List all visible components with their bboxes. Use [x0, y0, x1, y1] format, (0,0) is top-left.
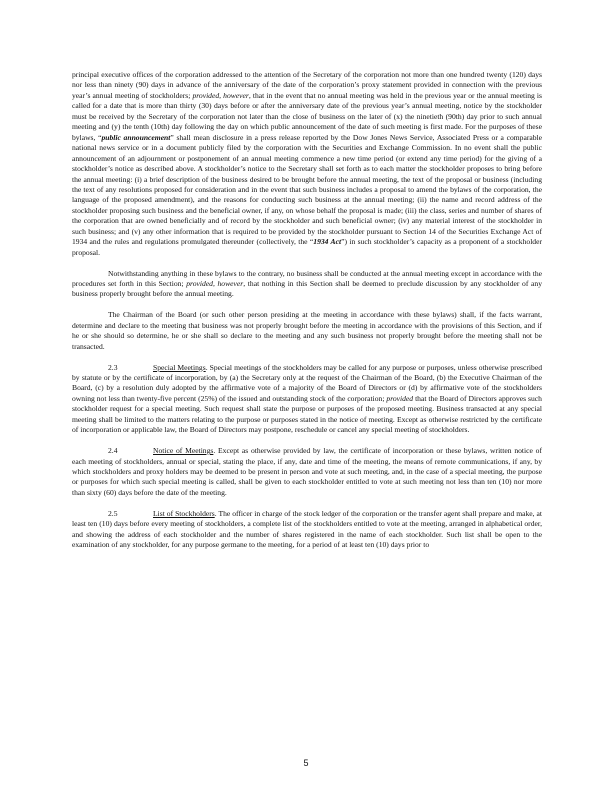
- italic-term: provided, however: [186, 279, 244, 288]
- italic-term: provided: [386, 393, 414, 403]
- text-run: ” shall mean disclosure in a press release reported by the Dow Jones News Service, Associated Press or a comparable national news service or in a document publicly filed by the corporation with the Securities and Exchange Commission. In no event shall the public announcement of an adjournment or postponement of an annual meeting commence a new time period (or extend any time period) for the giving of a stockholder’s notice as described above. A stockholder’s notice to the Secretary shall set forth as to each matter the stockholder proposes to bring before the annual meeting: (i) a brief description of the business desired to be brought before the annual meeting, the text of the proposal or business (including the text of any resolutions proposed for consideration and in the event that such business includes a proposal to amend the bylaws of the corporation, the language of the proposed amendment), and the reasons for conducting such business at the annual meeting; (ii) the name and record address of the stockholder proposing such business and the beneficial owner, if any, on whose behalf the proposal is made; (iii) the class, series and number of shares of the corporation that are owned beneficially and of record by the stockholder and such beneficial owner; (iv) any material interest of the stockholder in such business; and (v) any other information that is required to be provided by the stockholder pursuant to Section 14 of the Securities Exchange Act of 1934 and the rules and regulations promulgated thereunder (collectively, the “: [72, 132, 543, 247]
- text-run: , that in the event that no annual meeting was held in the previous year or the annual meeting is called for a date that is more than thirty (30) days before or after the anniversary date of the previous year’s annual meeting, notice by the stockholder must be received by the Secretary of the corporation not later than the close of business on the later of (x) the ninetieth (90th) day prior to such annual meeting and (y) the tenth (10th) day following the day on which public announcement of the date of such meeting is first made. For the purposes of these bylaws, “: [72, 90, 542, 142]
- defined-term-1934-act: 1934 Act: [313, 237, 342, 247]
- section-number: 2.3: [108, 362, 118, 372]
- text-run: . Except as otherwise provided by law, the certificate of incorporation or these bylaws, written notice of each meeting of stockholders, annual or special, stating the place, if any, date and time of the meeting, the means of remote communications, if any, by which stockholders and proxy holders may be deemed to be present in person and vote at such meeting, and, in the case of a special meeting, the purpose or purposes for which such special meeting is called, shall be given to each stockholder entitled to vote at such meeting not less than ten (10) nor more than sixty (60) days before the date of the meeting.: [72, 446, 542, 497]
- text-run: that the Board of Directors approves such stockholder request for a special meeting. Such request shall state the purpose or purposes of the proposed meeting. Business transacted at any special meeting shall be limited to the matters relating to the purpose or purposes stated in the notice of meeting. Except as otherwise restricted by the certificate of incorporation or applicable law, the Board of Directors may postpone, reschedule or cancel any special meeting of stockholders.: [72, 393, 542, 435]
- page-number: 5: [303, 758, 309, 768]
- section-title: Notice of Meetings: [153, 446, 214, 456]
- section-number: 2.5: [108, 508, 118, 518]
- paragraph-chairman: The Chairman of the Board (or such other person presiding at the meeting in accordance with these bylaws) shall, if the facts warrant, determine and declare to the meeting that business was not properly brought before the meeting in accordance with the provisions of this Section, and if he or she should so determine, he or she shall so declare to the meeting and any such business not properly brought before the meeting shall not be transacted.: [72, 310, 542, 351]
- text-run: . The officer in charge of the stock ledger of the corporation or the transfer agent shall prepare and make, at least ten (10) days before every meeting of stockholders, a complete list of the stockholders entitled to vote at the meeting, arranged in alphabetical order, and showing the address of each stockholder and the number of shares registered in the name of each stockholder. Such list shall be open to the examination of any stockholder, for any purpose germane to the meeting, for a period of at least ten (10) days prior to: [72, 508, 542, 550]
- section-title: Special Meetings: [153, 362, 206, 372]
- section-number: 2.4: [108, 446, 118, 456]
- defined-term-public-announcement: public announcement: [101, 132, 171, 142]
- paragraph-notice-requirements: [72, 70, 542, 258]
- section-title: List of Stockholders: [153, 508, 215, 518]
- text-run: principal executive offices of the corporation addressed to the attention of the Secretary of the corporation not more than one hundred twenty (120) days nor less than ninety (90) days in advance of the anniversary of the date of the corporation’s proxy statement provided in connection with the previous year’s annual meeting of stockholders;: [72, 70, 542, 100]
- section-2-3-special-meetings: [72, 363, 542, 436]
- text-run: ”) in such stockholder’s capacity as a proponent of a stockholder proposal.: [72, 237, 542, 257]
- paragraph-notwithstanding: [72, 269, 542, 300]
- text-run: Notwithstanding anything in these bylaws to the contrary, no business shall be conducted at the annual meeting except in accordance with the procedures set forth in this Section;: [72, 268, 542, 288]
- italic-term: provided, however: [192, 90, 249, 100]
- document-body: [72, 70, 542, 561]
- section-2-4-notice-of-meetings: [72, 446, 542, 498]
- text-run: , that nothing in this Section shall be deemed to preclude discussion by any stockholder of any business properly brought before the annual meeting.: [72, 279, 543, 299]
- text-run: . Special meetings of the stockholders may be called for any purpose or purposes, unless otherwise prescribed by statute or by the certificate of incorporation, by (a) the Secretary only at the request of the Chairman of the Board, (b) the Executive Chairman of the Board, (c) by a resolution duly adopted by the affirmative vote of a majority of the Board of Directors or (d) by affirmative vote of the stockholders owning not less than twenty-five percent (25%) of the issued and outstanding stock of the corporation;: [72, 362, 542, 403]
- section-2-5-list-of-stockholders: [72, 509, 542, 551]
